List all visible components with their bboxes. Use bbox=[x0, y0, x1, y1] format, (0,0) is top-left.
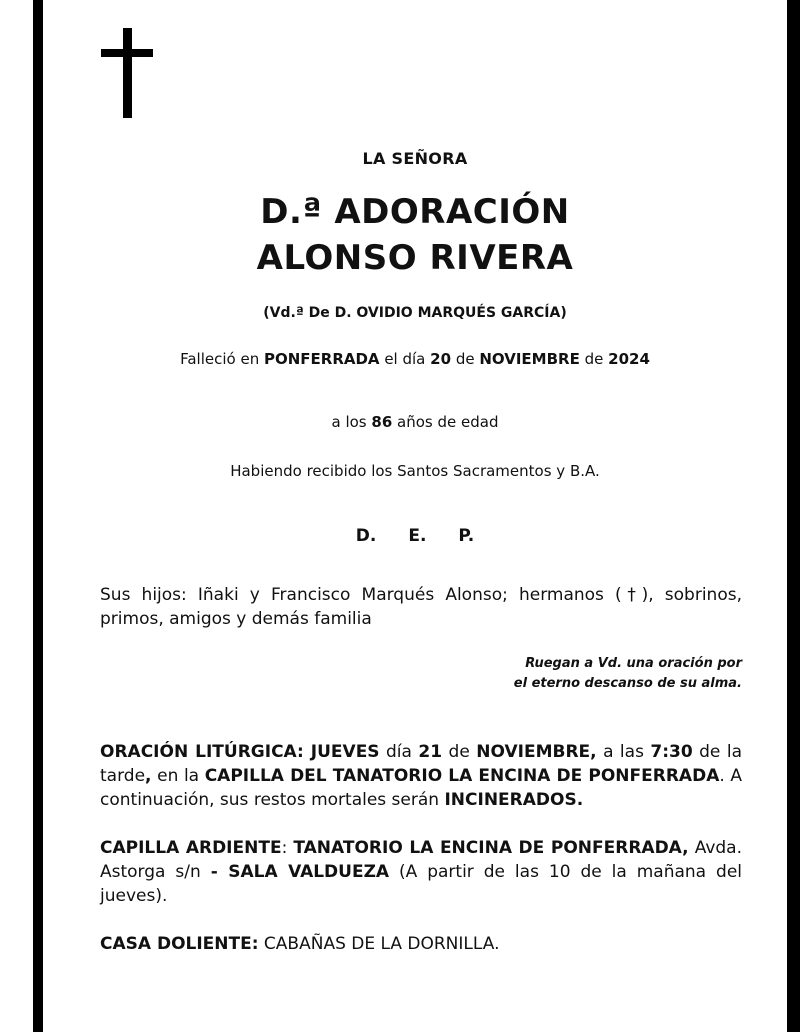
left-border-bar bbox=[33, 0, 43, 1032]
family-text: Sus hijos: Iñaki y Francisco Marqués Alonso; hermanos (†), sobrinos, primos, amigos y demás familia bbox=[100, 585, 742, 629]
death-info: Falleció en PONFERRADA el día 20 de NOVIEMBRE de 2024 bbox=[180, 350, 650, 368]
age-info: a los 86 años de edad bbox=[331, 413, 499, 431]
widow-of: (Vd.ª De D. OVIDIO MARQUÉS GARCÍA) bbox=[263, 305, 567, 321]
title-la-senora: LA SEÑORA bbox=[362, 149, 468, 168]
prayer-request: Ruegan a Vd. una oración por el eterno descanso de su alma. bbox=[513, 656, 742, 691]
capilla-ardiente: CAPILLA ARDIENTE: TANATORIO LA ENCINA DE PONFERRADA, Avda. Astorga s/n - SALA VALDUEZA (A partir de las 10 de la mañana del jueves). bbox=[100, 838, 743, 906]
deceased-name-line1: D.ª ADORACIÓN bbox=[260, 192, 570, 232]
sacraments-text: Habiendo recibido los Santos Sacramentos y B.A. bbox=[230, 462, 600, 480]
right-border-bar bbox=[787, 0, 800, 1032]
casa-doliente: CASA DOLIENTE: CABAÑAS DE LA DORNILLA. bbox=[100, 934, 500, 954]
deceased-name-line2: ALONSO RIVERA bbox=[256, 238, 574, 278]
dep-initials: D. E. P. bbox=[355, 526, 475, 546]
oracion-liturgica: ORACIÓN LITÚRGICA: JUEVES día 21 de NOVIEMBRE, a las 7:30 de la tarde, en la CAPILLA DEL TANATORIO LA ENCINA DE PONFERRADA. A continuación, sus restos mortales serán INCINERADOS. bbox=[100, 742, 742, 810]
cross-icon bbox=[101, 28, 153, 118]
